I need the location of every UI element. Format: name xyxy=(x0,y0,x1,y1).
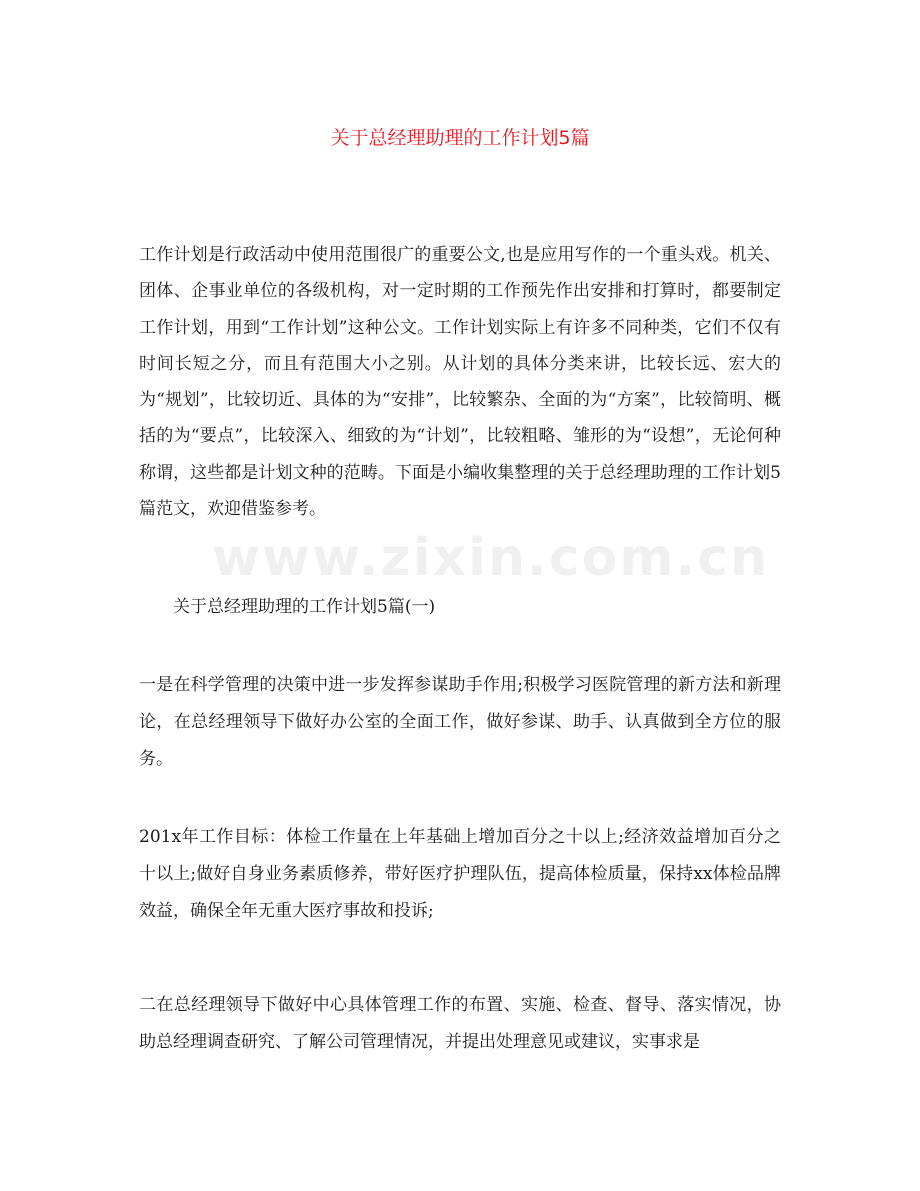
body-paragraph-2: 201x年工作目标：体检工作量在上年基础上增加百分之十以上;经济效益增加百分之十以上;做好自身业务素质修养，带好医疗护理队伍，提高体检质量，保持xx体检品牌效益，确保全年无重大医疗事故和投诉; xyxy=(139,827,781,921)
body-paragraph-1: 一是在科学管理的决策中进一步发挥参谋助手作用;积极学习医院管理的新方法和新理论，在总经理领导下做好办公室的全面工作，做好参谋、助手、认真做到全方位的服务。 xyxy=(139,675,781,769)
intro-paragraph: 工作计划是行政活动中使用范围很广的重要公文,也是应用写作的一个重头戏。机关、团体、企事业单位的各级机构，对一定时期的工作预先作出安排和打算时，都要制定工作计划，用到“工作计划”这种公文。工作计划实际上有许多不同种类，它们不仅有时间长短之分，而且有范围大小之别。从计划的具体分类来讲，比较长远、宏大的为“规划”，比较切近、具体的为“安排”，比较繁杂、全面的为“方案”，比较简明、概括的为“要点”，比较深入、细致的为“计划”，比较粗略、雏形的为“设想”，无论何种称谓，这些都是计划文种的范畴。下面是小编收集整理的关于总经理助理的工作计划5篇范文，欢迎借鉴参考。 xyxy=(139,245,781,520)
document-title: 关于总经理助理的工作计划5篇 xyxy=(330,127,590,149)
body-paragraph-3: 二在总经理领导下做好中心具体管理工作的布置、实施、检查、督导、落实情况，协助总经理调查研究、了解公司管理情况，并提出处理意见或建议，实事求是 xyxy=(139,995,781,1052)
watermark: www.zixin.com.cn xyxy=(212,528,770,588)
section-subtitle: 关于总经理助理的工作计划5篇(一) xyxy=(173,597,436,617)
